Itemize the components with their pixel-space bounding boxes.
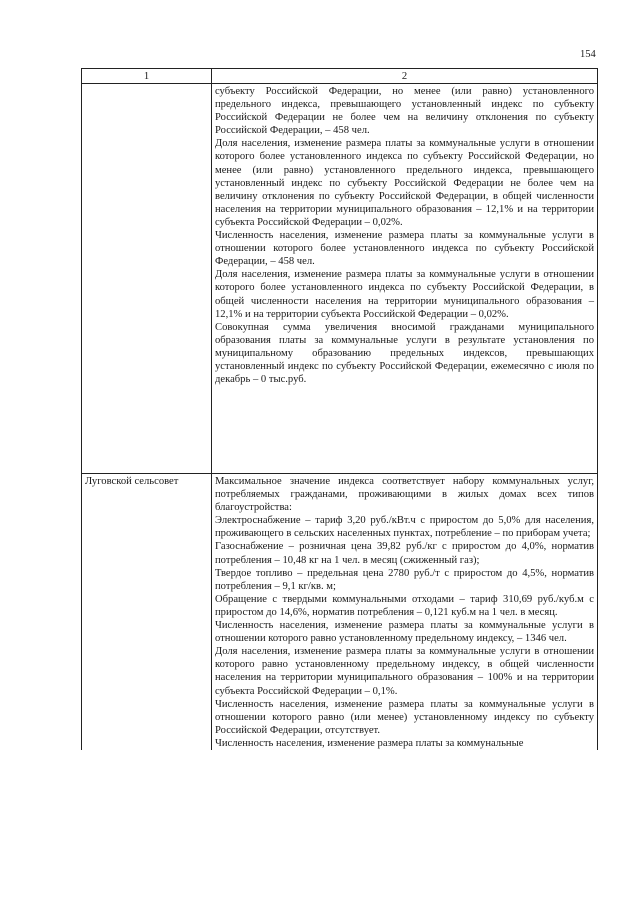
description-cell <box>212 84 598 474</box>
table-row <box>82 84 598 474</box>
paragraph: Совокупная сумма увеличения вносимой гражданами муниципального образования платы за коммунальные услуги в результате установления по муниципальному образованию предельных индексов, превышающих установленный индекс по субъекту Российской Федерации, ежемесячно с июля по декабрь – 0 тыс.руб. <box>215 321 594 386</box>
region-name: Луговской сельсовет <box>85 476 179 487</box>
paragraph: Численность населения, изменение размера платы за коммунальные услуги в отношении которого равно (или менее) установленному индексу по субъекту Российской Федерации, отсутствует. <box>215 698 594 736</box>
page-number: 154 <box>580 49 596 60</box>
paragraph: Максимальное значение индекса соответствует набору коммунальных услуг, потребляемых гражданами, проживающими в жилых домах всех типов благоустройства: <box>215 476 594 514</box>
paragraph: субъекту Российской Федерации, но менее (или равно) установленного предельного индекса, превышающего установленный индекс по субъекту Российской Федерации не более чем на величину отклонения по субъекту Российской Федерации, – 458 чел. <box>215 86 594 137</box>
column-header-1: 1 <box>82 69 212 84</box>
paragraph: Газоснабжение – розничная цена 39,82 руб./кг с приростом до 4,0%, норматив потребления – 10,48 кг на 1 чел. в месяц (сжиженный газ); <box>215 541 594 566</box>
document-table <box>81 68 598 750</box>
paragraph: Твердое топливо – предельная цена 2780 руб./т с приростом до 4,5%, норматив потребления – 9,1 кг/кв. м; <box>215 567 594 592</box>
paragraph: Доля населения, изменение размера платы за коммунальные услуги в отношении которого более установленного индекса по субъекту Российской Федерации, но менее (или равно) установленного предельного индекса, превышающего установленный индекс по субъекту Российской Федерации не более чем на величину отклонения по субъекту Российской Федерации, в общей численности населения на территории муниципального образования – 12,1% и на территории субъекта Российской Федерации – 0,02%. <box>215 138 594 228</box>
paragraph: Доля населения, изменение размера платы за коммунальные услуги в отношении которого равно установленному предельному индексу, в общей численности населения на территории муниципального образования – 100% и на территории субъекта Российской Федерации – 0,1%. <box>215 646 594 697</box>
paragraph: Электроснабжение – тариф 3,20 руб./кВт.ч с приростом до 5,0% для населения, проживающего в сельских населенных пунктах, потребление – по приборам учета; <box>215 515 594 540</box>
table-row <box>82 474 598 750</box>
column-header-2: 2 <box>212 69 598 84</box>
paragraph: Численность населения, изменение размера платы за коммунальные услуги в отношении которого более установленного индекса по субъекту Российской Федерации, – 458 чел. <box>215 230 594 268</box>
paragraph: Численность населения, изменение размера платы за коммунальные <box>215 737 524 749</box>
region-cell <box>82 84 212 474</box>
paragraph: Доля населения, изменение размера платы за коммунальные услуги в отношении которого более установленного индекса по субъекту Российской Федерации, в общей численности населения на территории муниципального образования – 12,1% и на территории субъекта Российской Федерации – 0,02%. <box>215 269 594 320</box>
paragraph: Обращение с твердыми коммунальными отходами – тариф 310,69 руб./куб.м с приростом до 14,6%, норматив потребления – 0,121 куб.м на 1 чел. в месяц. <box>215 593 594 618</box>
table-header-row <box>82 69 598 84</box>
region-cell <box>82 474 212 750</box>
description-cell <box>212 474 598 750</box>
paragraph: Численность населения, изменение размера платы за коммунальные услуги в отношении которого равно установленному предельному индексу, – 1346 чел. <box>215 620 594 645</box>
